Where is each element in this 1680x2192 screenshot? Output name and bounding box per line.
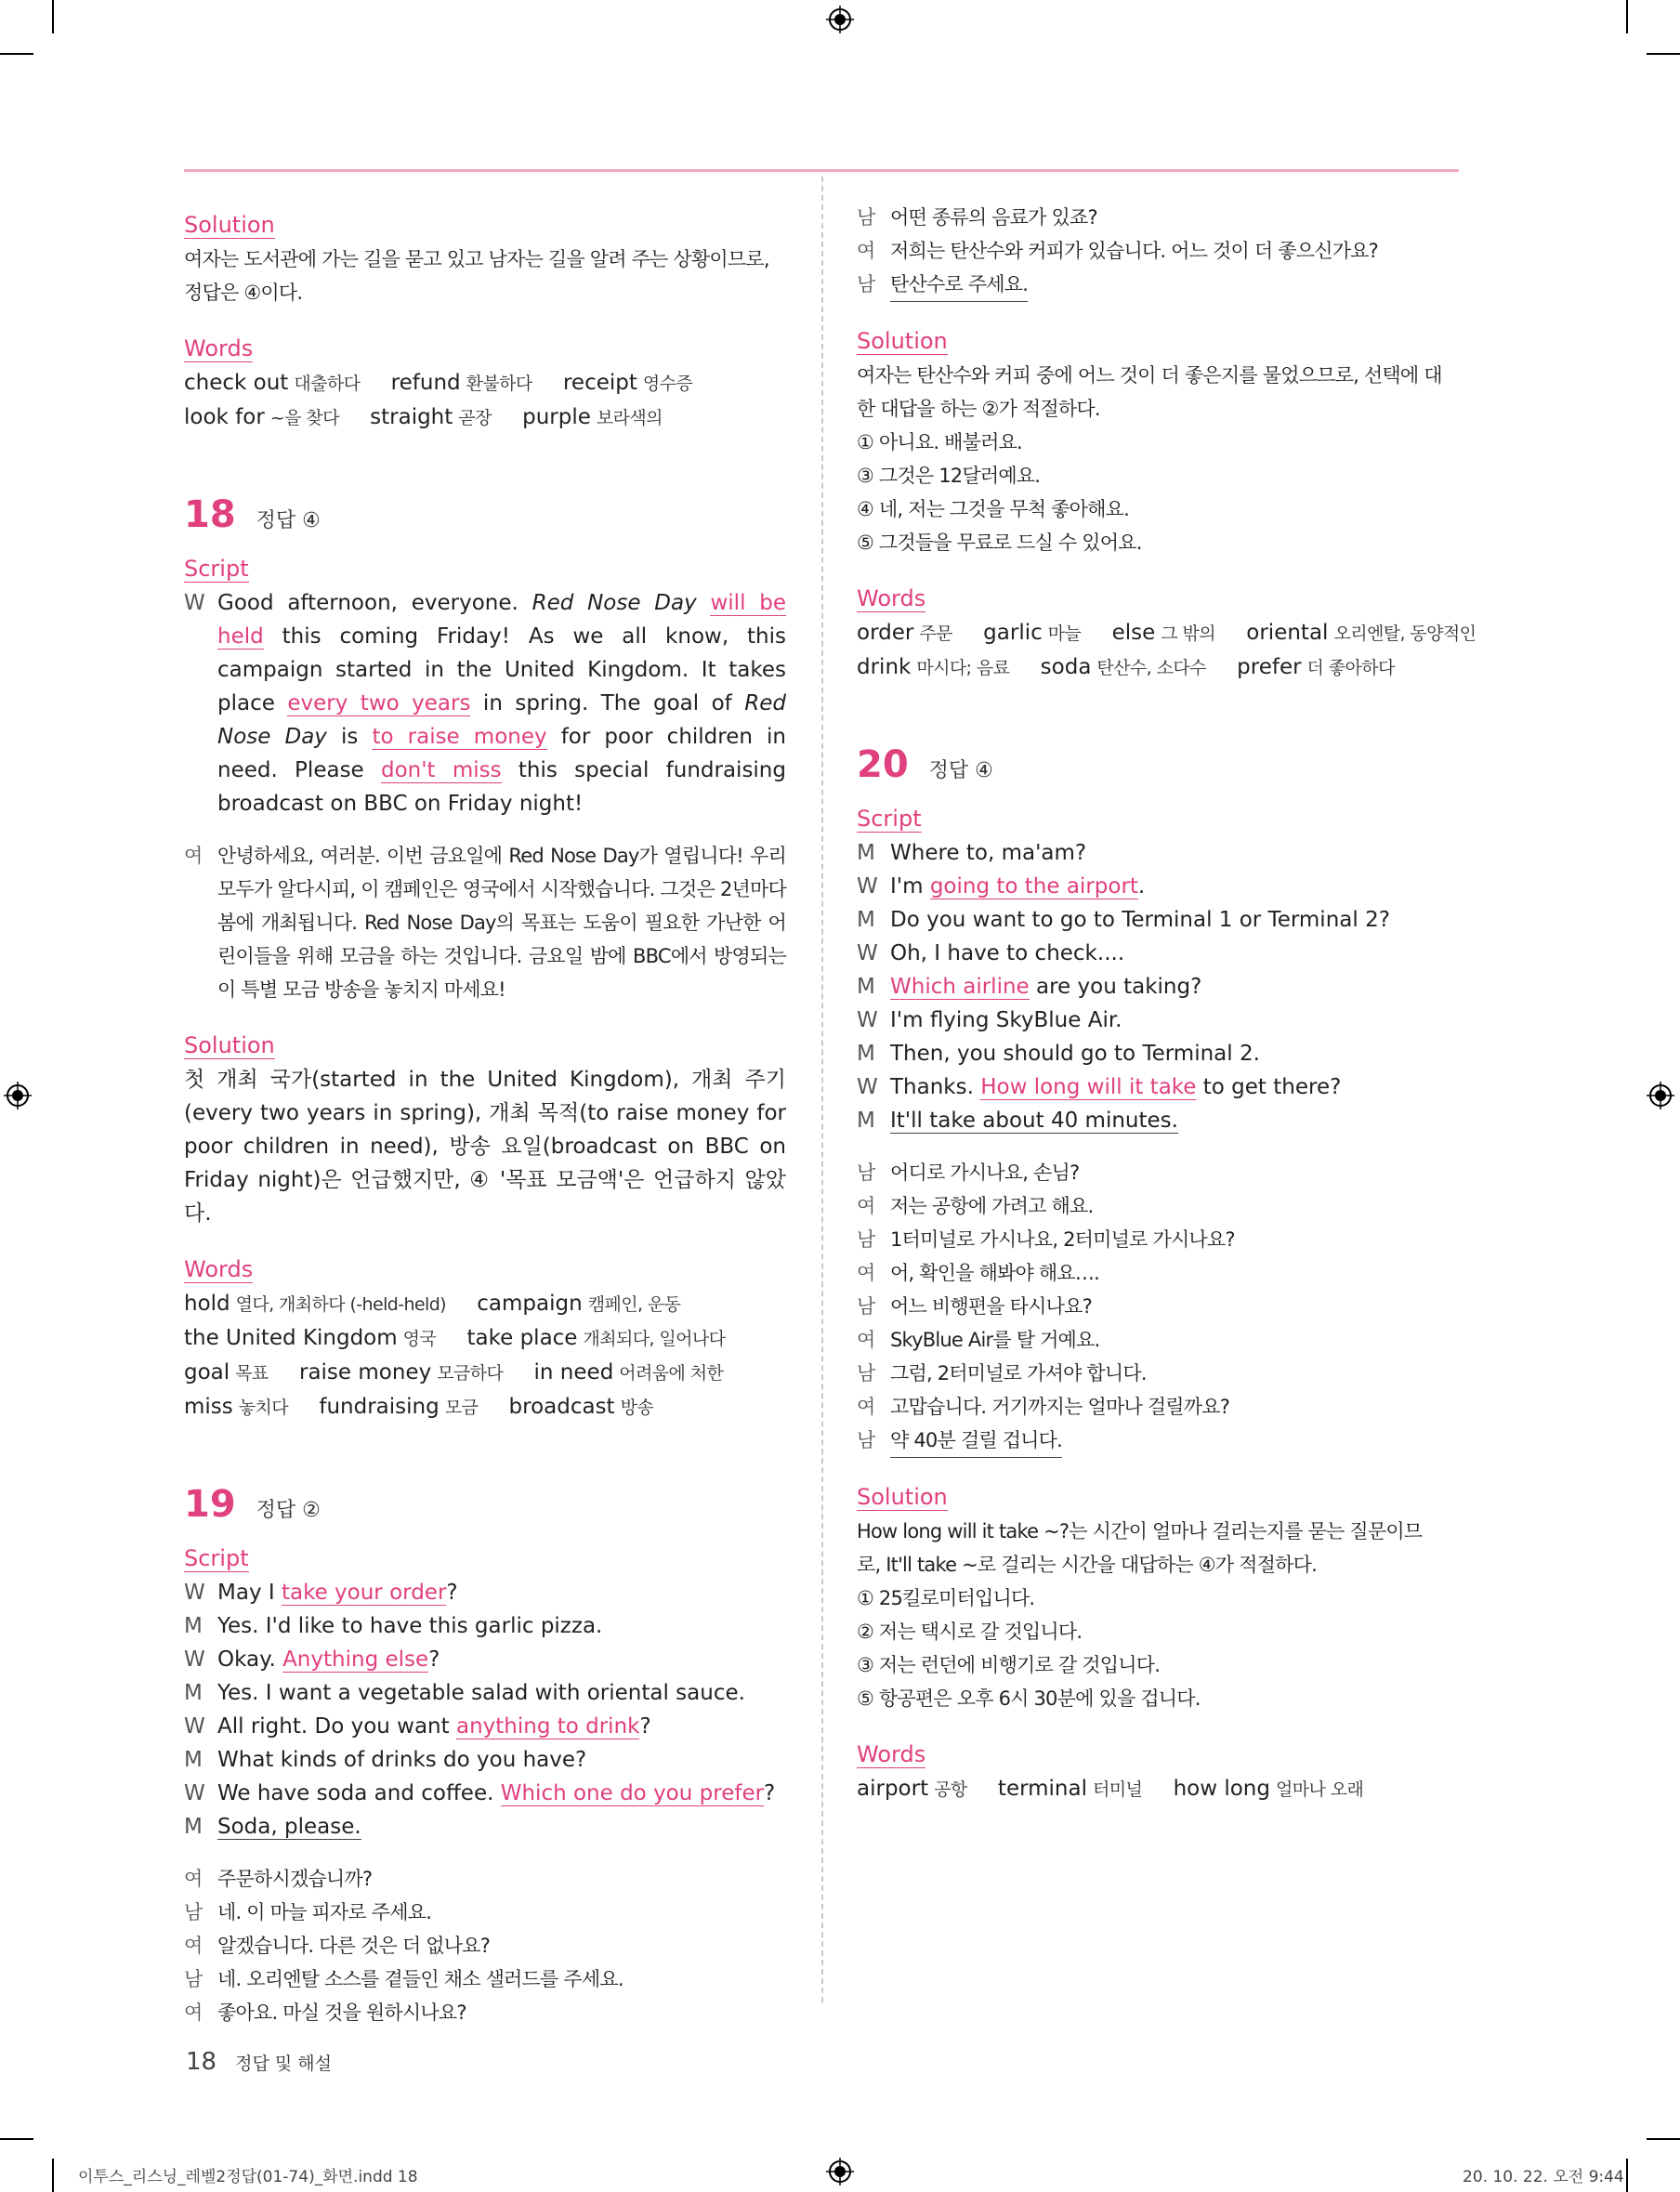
answer-label: 정답 ④ (928, 759, 993, 782)
solution-text: 첫 개최 국가(started in the United Kingdom), 개최 주기(every two years in spring), 개최 목적(to raise money for poor children in need), 방송 요일(broadcast on BBC on Friday night)은 언급했지만, ④ '목표 모금액'은 언급하지 않았다. (184, 1068, 786, 1226)
korean-text: 탄산수로 주세요. (890, 268, 1028, 302)
solution-heading: Solution (857, 1484, 948, 1510)
korean-text: 좋아요. 마실 것을 원하시나요? (217, 2002, 466, 2024)
words-row: hold 열다, 개최하다 (-held-held) campaign 캠페인, 운동 (184, 1292, 681, 1316)
solution-heading: Solution (184, 1032, 275, 1058)
solution-heading: Solution (857, 328, 948, 354)
korean-text: 고맙습니다. 거기까지는 얼마나 걸릴까요? (890, 1396, 1230, 1418)
script-heading: Script (184, 1545, 249, 1571)
solution-text: How long will it take ~?는 시간이 얼마나 걸리는지를 묻는 질문이므 로, It'll take ~로 걸리는 시간을 대답하는 ④가 적절하다. (857, 1520, 1423, 1576)
words-heading: Words (857, 585, 926, 611)
script-text: Where to, ma'am? (890, 841, 1087, 865)
korean-dialogue (857, 201, 1459, 302)
crop-mark (1647, 2138, 1680, 2140)
korean-dialogue (857, 1156, 1459, 1458)
question-number: 20 (857, 743, 909, 786)
words-row: goal 목표 raise money 모금하다 in need 어려움에 처한 (184, 1360, 724, 1385)
script-text: Good afternoon, everyone. Red Nose Day will be held this coming Friday! As we all know, this campaign started in the United Kingdom. It takes place every two years in spring. The goal of Red Nose Day is to raise money for poor children in need. Please don't miss this special fundraising broadcast on BBC on Friday night! (217, 591, 787, 816)
words-row: look for ~을 찾다 straight 곧장 purple 보라색의 (184, 405, 663, 429)
script-text: Yes. I'd like to have this garlic pizza. (217, 1614, 603, 1638)
korean-line (857, 1256, 1459, 1290)
registration-mark-icon (4, 1082, 32, 1109)
underlined-answer: It'll take about 40 minutes. (890, 1109, 1178, 1133)
script-heading: Script (184, 556, 249, 582)
script-text: Thanks. How long will it take to get there? (890, 1075, 1342, 1099)
korean-text: SkyBlue Air를 탈 거예요. (890, 1329, 1100, 1351)
korean-text: 네. 이 마늘 피자로 주세요. (217, 1901, 432, 1923)
speaker: M (857, 841, 875, 865)
korean-line (857, 1424, 1459, 1458)
korean-text: 그럼, 2터미널로 가셔야 합니다. (890, 1362, 1147, 1385)
speaker: W (184, 1781, 205, 1805)
blank-answer: anything to drink (455, 1714, 640, 1739)
script-line (857, 970, 1459, 1004)
option: ③ 저는 런던에 비행기로 갈 것입니다. (857, 1654, 1161, 1676)
option: ⑤ 그것들을 무료로 드실 수 있어요. (857, 532, 1142, 554)
speaker: M (184, 1815, 203, 1839)
solution-heading: Solution (184, 212, 275, 238)
crop-mark (1647, 53, 1680, 55)
words-row: drink 마시다; 음료 soda 탄산수, 소다수 prefer 더 좋아하다 (857, 655, 1395, 679)
words-heading: Words (184, 335, 254, 361)
speaker: M (184, 1748, 203, 1772)
script-text: I'm going to the airport. (890, 874, 1146, 899)
speaker: W (184, 1581, 205, 1605)
question-19-header (184, 1480, 786, 1529)
script-line (184, 1710, 786, 1743)
korean-line (857, 1390, 1459, 1424)
script-text: Which airline are you taking? (890, 975, 1202, 999)
script-line (857, 1037, 1459, 1070)
script-line (184, 586, 786, 820)
answer-options (857, 1582, 1459, 1715)
korean-text: 어디로 가시나요, 손님? (890, 1162, 1080, 1184)
script-text: Then, you should go to Terminal 2. (890, 1042, 1260, 1066)
footer-title: 정답 및 해설 (235, 2054, 332, 2074)
script-line (857, 1070, 1459, 1104)
speaker: M (857, 1042, 875, 1066)
script-line (857, 836, 1459, 870)
option: ③ 그것은 12달러예요. (857, 465, 1041, 487)
speaker: M (857, 975, 875, 999)
speaker: 남 (857, 206, 875, 229)
korean-translation: 여 안녕하세요, 여러분. 이번 금요일에 Red Nose Day가 열립니다! 우리 모두가 알다시피, 이 캠페인은 영국에서 시작했습니다. 그것은 2년마다 봄에 개최됩니다. Red Nose Day의 목표는 도움이 필요한 가난한 어린이들을 위해 모금을 하는 것입니다. 금요일 밤에 BBC에서 방영되는 이 특별 모금 방송을 놓치지 마세요! (184, 845, 786, 1001)
registration-mark-icon (1647, 1082, 1674, 1109)
speaker: W (857, 941, 878, 965)
korean-dialogue (184, 1862, 786, 2029)
korean-line (857, 1323, 1459, 1357)
script-text: May I take your order? (217, 1581, 458, 1605)
option: ⑤ 항공편은 오후 6시 30분에 있을 겁니다. (857, 1687, 1201, 1710)
underlined-answer: Soda, please. (217, 1815, 361, 1839)
script-text (217, 1810, 786, 1844)
words-list (184, 1287, 786, 1424)
script-text: Oh, I have to check.... (890, 941, 1125, 965)
words-row: airport 공항 terminal 터미널 how long 얼마나 오래 (857, 1777, 1364, 1801)
blank-answer: going to the airport (929, 874, 1138, 899)
words-row: order 주문 garlic 마늘 else 그 밖의 oriental 오리엔탈, 동양적인 (857, 621, 1477, 645)
korean-line (857, 268, 1459, 302)
script-text: We have soda and coffee. Which one do you prefer? (217, 1781, 776, 1805)
page-footer (186, 2048, 332, 2076)
script-line (184, 1777, 786, 1810)
question-20-header (857, 741, 1459, 789)
script-line (184, 1609, 786, 1643)
korean-line (184, 1896, 786, 1929)
script-text: Okay. Anything else? (217, 1647, 440, 1672)
script-line (184, 1810, 786, 1844)
words-heading: Words (857, 1741, 926, 1767)
crop-mark (52, 0, 54, 33)
speaker: 남 (857, 1228, 875, 1251)
script-line (857, 903, 1459, 937)
solution-text: 여자는 도서관에 가는 길을 묻고 있고 남자는 길을 알려 주는 상황이므로, 정답은 ④이다. (184, 248, 769, 304)
korean-line (184, 1929, 786, 1962)
korean-line (857, 201, 1459, 234)
script-text: I'm flying SkyBlue Air. (890, 1008, 1122, 1032)
korean-text: 알겠습니다. 다른 것은 더 없나요? (217, 1935, 491, 1957)
script-line (857, 937, 1459, 970)
solution-text: 여자는 탄산수와 커피 중에 어느 것이 더 좋은지를 물었으므로, 선택에 대 한 대답을 하는 ②가 적절하다. (857, 364, 1442, 420)
script-heading: Script (857, 806, 922, 832)
speaker: M (857, 908, 875, 932)
speaker: M (857, 1109, 875, 1133)
speaker: M (184, 1681, 203, 1705)
korean-text: 저는 공항에 가려고 해요. (890, 1195, 1094, 1217)
speaker: 여 (857, 1396, 875, 1418)
korean-text: 약 40분 걸릴 겁니다. (890, 1424, 1062, 1458)
words-list (184, 366, 786, 435)
script-line (857, 1004, 1459, 1037)
answer-label: 정답 ② (256, 1499, 321, 1522)
slug-filename: 이투스_리스닝_레벨2정답(01-74)_화면.indd 18 (78, 2168, 418, 2186)
blank-answer: Anything else (282, 1647, 429, 1672)
speaker: 남 (857, 1162, 875, 1184)
script-text (890, 1104, 1459, 1137)
script-dialogue (857, 836, 1459, 1137)
crop-mark (1626, 0, 1628, 33)
script-line (184, 1676, 786, 1710)
speaker: W (184, 1647, 205, 1672)
speaker: W (184, 1714, 205, 1739)
words-heading: Words (184, 1256, 254, 1282)
korean-text: 네. 오리엔탈 소스를 곁들인 채소 샐러드를 주세요. (217, 1968, 623, 1990)
speaker: 남 (857, 1429, 875, 1451)
korean-line (857, 1223, 1459, 1256)
script-line (857, 870, 1459, 903)
korean-line (857, 1156, 1459, 1189)
korean-line (857, 1357, 1459, 1390)
script-text: Yes. I want a vegetable salad with oriental sauce. (217, 1681, 745, 1705)
speaker: 남 (184, 1968, 203, 1990)
korean-text: 어떤 종류의 음료가 있죠? (890, 206, 1097, 229)
header-rule (184, 169, 1459, 172)
blank-answer: take your order (281, 1581, 447, 1605)
speaker: 남 (857, 273, 875, 295)
script-text: What kinds of drinks do you have? (217, 1748, 587, 1772)
option: ④ 네, 저는 그것을 무척 좋아해요. (857, 498, 1129, 520)
korean-text: 저희는 탄산수와 커피가 있습니다. 어느 것이 더 좋으신가요? (890, 240, 1379, 262)
blank-answer: How long will it take (980, 1075, 1197, 1099)
speaker: 여 (184, 2002, 203, 2024)
blank-answer: Which airline (890, 975, 1030, 999)
korean-text: 1터미널로 가시나요, 2터미널로 가시나요? (890, 1228, 1235, 1251)
words-row: check out 대출하다 refund 환불하다 receipt 영수증 (184, 371, 693, 395)
speaker: M (184, 1614, 203, 1638)
speaker: 여 (857, 1262, 875, 1284)
script-line (184, 1576, 786, 1609)
left-column (184, 204, 786, 2029)
script-text: Do you want to go to Terminal 1 or Terminal 2? (890, 908, 1390, 932)
speaker: W (184, 591, 205, 615)
script-line (184, 1643, 786, 1676)
korean-line (857, 1189, 1459, 1223)
korean-text: 어느 비행편을 타시나요? (890, 1295, 1092, 1318)
column-divider (821, 177, 823, 2002)
speaker: W (857, 1075, 878, 1099)
option: ② 저는 택시로 갈 것입니다. (857, 1621, 1083, 1643)
crop-mark (52, 2159, 54, 2192)
crop-mark (1626, 2159, 1628, 2192)
option: ① 아니요. 배불러요. (857, 431, 1022, 453)
words-row: the United Kingdom 영국 take place 개최되다, 일어나다 (184, 1326, 726, 1350)
answer-options (857, 426, 1459, 559)
korean-line (184, 1862, 786, 1896)
speaker: 여 (857, 1329, 875, 1351)
korean-line (857, 1290, 1459, 1323)
registration-mark-icon (826, 2158, 854, 2185)
option: ① 25킬로미터입니다. (857, 1587, 1035, 1609)
speaker: 여 (184, 1868, 203, 1890)
speaker: 여 (857, 1195, 875, 1217)
question-number: 19 (184, 1483, 236, 1526)
speaker: 남 (184, 1901, 203, 1923)
script-dialogue (184, 1576, 786, 1844)
speaker: 여 (857, 240, 875, 262)
words-list (857, 616, 1477, 685)
script-text: All right. Do you want anything to drink? (217, 1714, 651, 1739)
speaker: W (857, 874, 878, 899)
question-number: 18 (184, 493, 236, 536)
answer-label: 정답 ④ (256, 509, 321, 532)
page-number: 18 (186, 2048, 217, 2076)
blank-answer: Which one do you prefer (500, 1781, 765, 1805)
script-line (184, 1743, 786, 1777)
crop-mark (0, 53, 33, 55)
korean-line (184, 1996, 786, 2029)
crop-mark (0, 2138, 33, 2140)
korean-text: 어, 확인을 해봐야 해요…. (890, 1262, 1099, 1284)
script-line (857, 1104, 1459, 1137)
speaker: 남 (857, 1295, 875, 1318)
slug-date: 20. 10. 22. 오전 9:44 (1463, 2168, 1624, 2186)
speaker: 여 (184, 1935, 203, 1957)
speaker: W (857, 1008, 878, 1032)
korean-line (184, 1962, 786, 1996)
words-row: miss 놓치다 fundraising 모금 broadcast 방송 (184, 1395, 654, 1419)
korean-text: 주문하시겠습니까? (217, 1868, 373, 1890)
right-column (857, 201, 1477, 1806)
korean-line (857, 234, 1459, 268)
registration-mark-icon (826, 6, 854, 33)
words-list (857, 1772, 1459, 1806)
question-18-header (184, 491, 786, 539)
speaker: 남 (857, 1362, 875, 1385)
